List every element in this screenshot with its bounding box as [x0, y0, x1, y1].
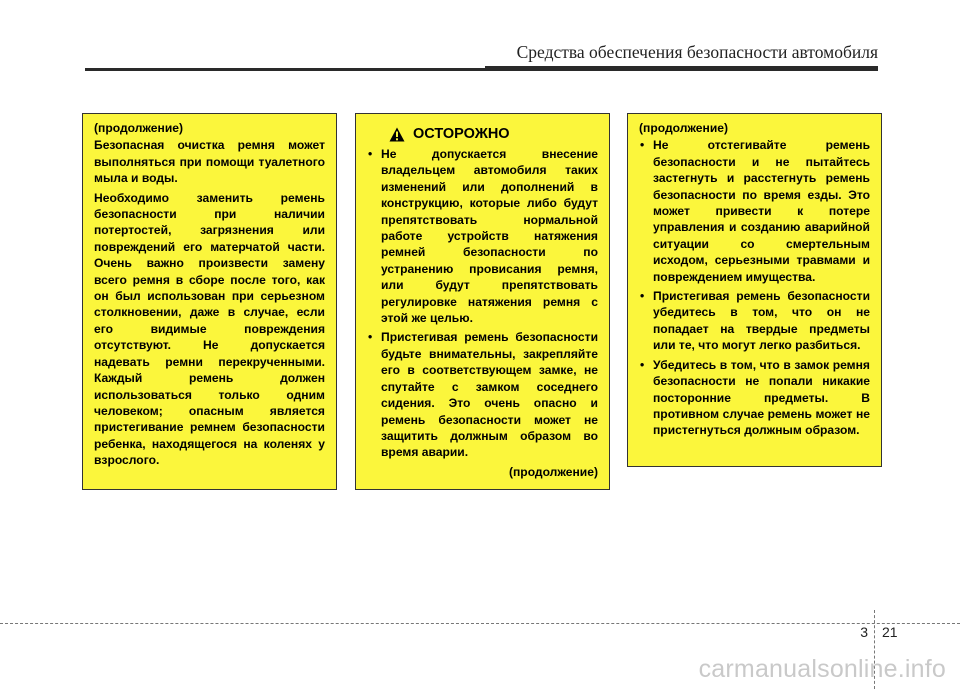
paragraph: Необходимо заменить ремень безопасности при наличии потертостей, загрязнения или повреждений его матерчатой части. Очень важно произвести замену всего ремня в сборе после того, как он был использован при серьезном столкновении, даже в случае, если его видимые повреждения отсутствуют. Не допускается надевать ремни перекрученными. Каждый ремень должен использоваться только одним человеком; опасным является пристегивание ремнем безопасности ребенка, находящегося на коленях у взрослого. — [94, 190, 325, 468]
list-item — [639, 288, 870, 354]
bullet-list — [639, 137, 870, 438]
page-header-title: Средства обеспечения безопасности автомобиля — [516, 42, 878, 62]
page-number: 21 — [882, 624, 898, 640]
continued-label: (продолжение) — [639, 121, 729, 135]
bullet: • — [640, 289, 645, 304]
bullet: • — [640, 138, 645, 153]
list-item-text: Убедитесь в том, что в замок ремня безопасности не попали никакие посторонние предметы. В противном случае ремень может не пристегнуться должным образом. — [653, 357, 870, 438]
warning-box — [355, 113, 610, 490]
list-item — [367, 329, 598, 460]
list-item — [639, 137, 870, 285]
bullet: • — [368, 147, 373, 161]
list-item — [367, 146, 598, 326]
info-box-right — [627, 113, 882, 467]
warning-header — [389, 124, 598, 144]
list-item-text: Пристегивая ремень безопасности убедитесь в том, что он не попадает на твердые предметы или те, что могут легко разбиться. — [653, 289, 870, 353]
paragraph: Безопасная очистка ремня может выполняться при помощи туалетного мыла и воды. — [94, 138, 325, 186]
list-item-text: Пристегивая ремень безопасности будьте внимательны, закрепляйте его в соответствующем замке, не спутайте с замком соседнего сидения. Это очень опасно и ремень безопасности может не защитить должным образом во время аварии. — [381, 330, 598, 460]
footer-rule — [0, 623, 960, 624]
bullet: • — [368, 330, 373, 345]
watermark: carmanualsonline.info — [698, 655, 946, 683]
list-item — [639, 357, 870, 439]
warning-triangle-icon — [389, 127, 405, 142]
continued-label: (продолжение) — [94, 121, 184, 135]
info-box-left — [82, 113, 337, 490]
header-rule-accent — [485, 66, 878, 71]
section-number: 3 — [860, 624, 868, 640]
bullet: • — [640, 357, 645, 372]
list-item-text: Не допускается внесение владельцем автомобиля таких изменений или дополнений в конструкцию, которые либо будут препятствовать нормальной работе устройств натяжения ремней безопасности по устранению провисания ремня, или будут препятствовать регулировке натяжения ремня с этой же целью. — [381, 147, 598, 326]
warning-list — [367, 146, 598, 461]
warning-title: ОСТОРОЖНО — [413, 126, 510, 142]
list-item-text: Не отстегивайте ремень безопасности и не пытайтесь застегнуть и расстегнуть ремень безопасности по время езды. Это может привести к потере управления и созданию аварийной ситуации со смертельным исходом, серьезными травмами и повреждением имущества. — [653, 138, 870, 284]
continued-label: (продолжение) — [508, 464, 598, 479]
